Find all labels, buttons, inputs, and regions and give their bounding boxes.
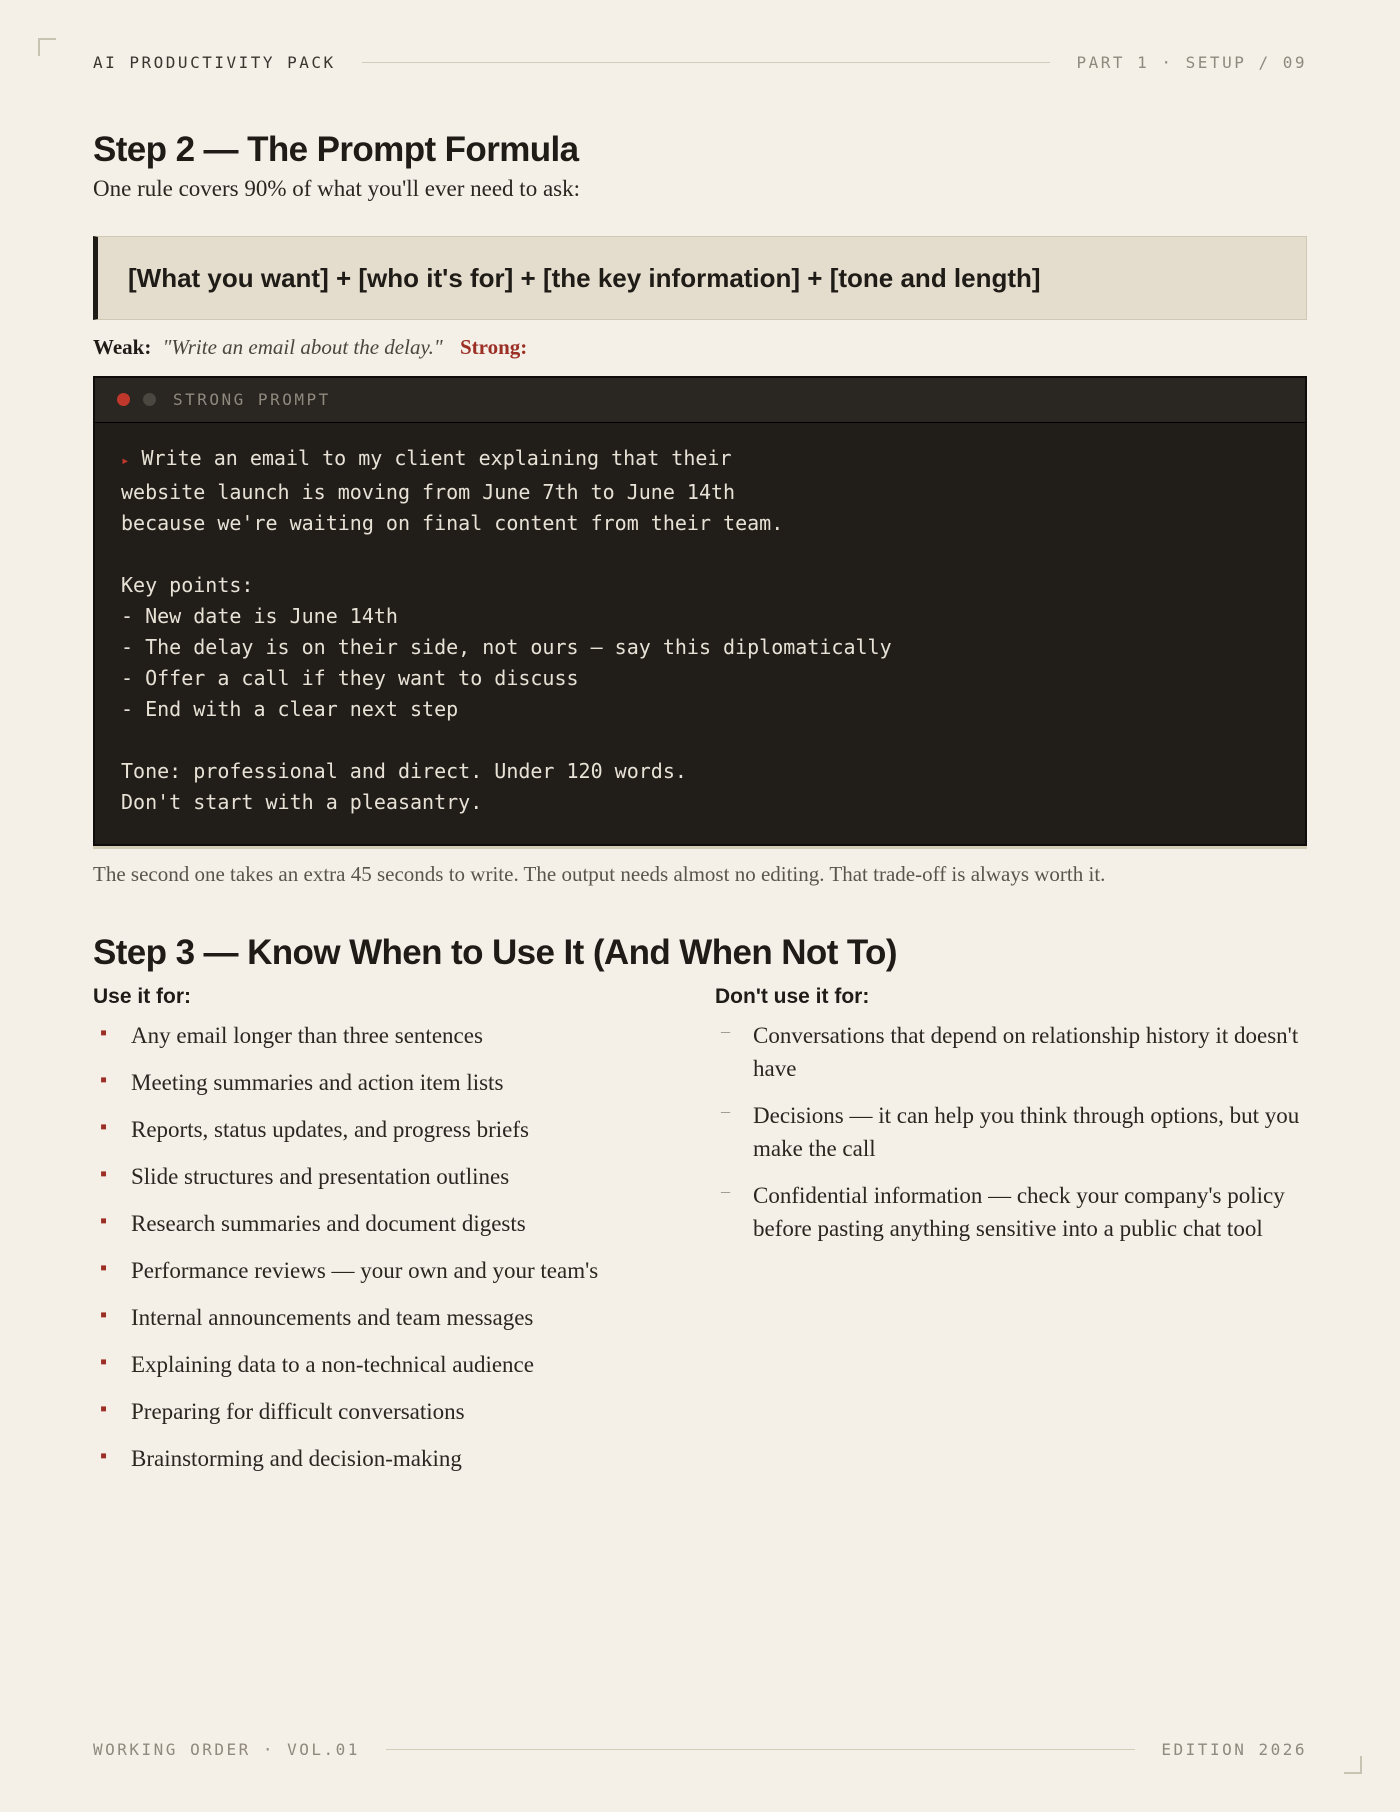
list-item-text: Conversations that depend on relationship history it doesn't have [753, 1022, 1299, 1081]
list-item-text: Decisions — it can help you think through options, but you make the call [753, 1102, 1300, 1161]
list-item-text: Reports, status updates, and progress briefs [131, 1116, 529, 1142]
strong-label: Strong: [459, 335, 528, 360]
bullet-square-icon: ▪ [100, 1068, 108, 1091]
list-item-text: Performance reviews — your own and your team's [131, 1257, 599, 1283]
bullet-dash-icon: – [721, 1180, 730, 1201]
bullet-square-icon: ▪ [100, 1444, 108, 1467]
footer-rule [386, 1749, 1135, 1750]
terminal-title: STRONG PROMPT [173, 390, 331, 410]
red-dot-icon [117, 393, 130, 406]
list-item-text: Any email longer than three sentences [131, 1022, 483, 1048]
list-item-text: Research summaries and document digests [131, 1210, 526, 1236]
list-item [93, 1254, 715, 1287]
list-item [93, 1019, 715, 1052]
terminal-title-bar [95, 378, 1305, 423]
use-columns [93, 985, 1307, 1489]
list-item-text: Brainstorming and decision-making [131, 1445, 462, 1471]
list-item [93, 1066, 715, 1099]
weak-example: "Write an email about the delay." [162, 335, 443, 360]
list-item [93, 1113, 715, 1146]
bullet-dash-icon: – [721, 1020, 730, 1041]
list-item [715, 1019, 1307, 1085]
step2-title: Step 2 — The Prompt Formula [93, 130, 579, 169]
prompt-arrow-icon: ▸ [121, 452, 130, 469]
bullet-square-icon: ▪ [100, 1303, 108, 1326]
formula-text: [What you want] + [who it's for] + [the key information] + [tone and length] [128, 262, 1041, 293]
list-item-text: Meeting summaries and action item lists [131, 1069, 504, 1095]
dont-list [715, 1019, 1307, 1245]
footer-volume: WORKING ORDER · VOL.01 [93, 1740, 360, 1759]
list-item-text: Internal announcements and team messages [131, 1304, 534, 1330]
header-title: AI PRODUCTIVITY PACK [93, 53, 336, 72]
list-item [93, 1160, 715, 1193]
dont-heading: Don't use it for: [715, 984, 870, 1008]
step2-lead: One rule covers 90% of what you'll ever need to ask: [93, 176, 580, 202]
running-header [93, 53, 1307, 72]
bullet-square-icon: ▪ [100, 1209, 108, 1232]
list-item [93, 1301, 715, 1334]
list-item [715, 1179, 1307, 1245]
bullet-square-icon: ▪ [100, 1115, 108, 1138]
list-item [93, 1348, 715, 1381]
corner-mark-top-left [38, 38, 56, 56]
list-item-text: Explaining data to a non-technical audience [131, 1351, 534, 1377]
list-item-text: Confidential information — check your company's policy before pasting anything sensitive into a public chat tool [753, 1182, 1285, 1241]
bullet-square-icon: ▪ [100, 1350, 108, 1373]
header-section: PART 1 · SETUP / 09 [1076, 53, 1307, 72]
bullet-square-icon: ▪ [100, 1397, 108, 1420]
list-item [93, 1442, 715, 1475]
bullet-square-icon: ▪ [100, 1021, 108, 1044]
prompt-code [95, 423, 1305, 844]
list-item-text: Preparing for difficult conversations [131, 1398, 465, 1424]
page-content [93, 130, 1307, 1489]
bullet-square-icon: ▪ [100, 1256, 108, 1279]
weak-label: Weak: [93, 335, 152, 360]
running-footer [93, 1740, 1307, 1759]
list-item [93, 1395, 715, 1428]
gray-dot-icon [143, 393, 156, 406]
use-list [93, 1019, 715, 1475]
footer-edition: EDITION 2026 [1161, 1740, 1307, 1759]
bullet-dash-icon: – [721, 1100, 730, 1121]
weak-strong-comparison [93, 334, 1307, 361]
list-item [93, 1207, 715, 1240]
list-item [715, 1099, 1307, 1165]
tradeoff-note: The second one takes an extra 45 seconds to write. The output needs almost no editing. That trade-off is always worth it. [93, 861, 1106, 886]
corner-mark-bottom-right [1344, 1756, 1362, 1774]
dont-column [715, 985, 1307, 1489]
prompt-text: Write an email to my client explaining that their website launch is moving from June 7th to June 14th because we're waiting on final content from their team. Key points: - New date is June 14th - The delay is on their side, not ours — say this diplomatically - Offer a call if they want to discuss - End with a clear next step Tone: professional and direct. Under 120 words. Don't start with a pleasantry. [121, 445, 892, 814]
formula-box [93, 236, 1307, 320]
use-column [93, 985, 715, 1489]
bullet-square-icon: ▪ [100, 1162, 108, 1185]
use-heading: Use it for: [93, 984, 192, 1008]
step3-title: Step 3 — Know When to Use It (And When Not To) [93, 932, 897, 972]
list-item-text: Slide structures and presentation outlines [131, 1163, 510, 1189]
header-rule [362, 62, 1051, 63]
strong-prompt-panel [93, 376, 1307, 846]
